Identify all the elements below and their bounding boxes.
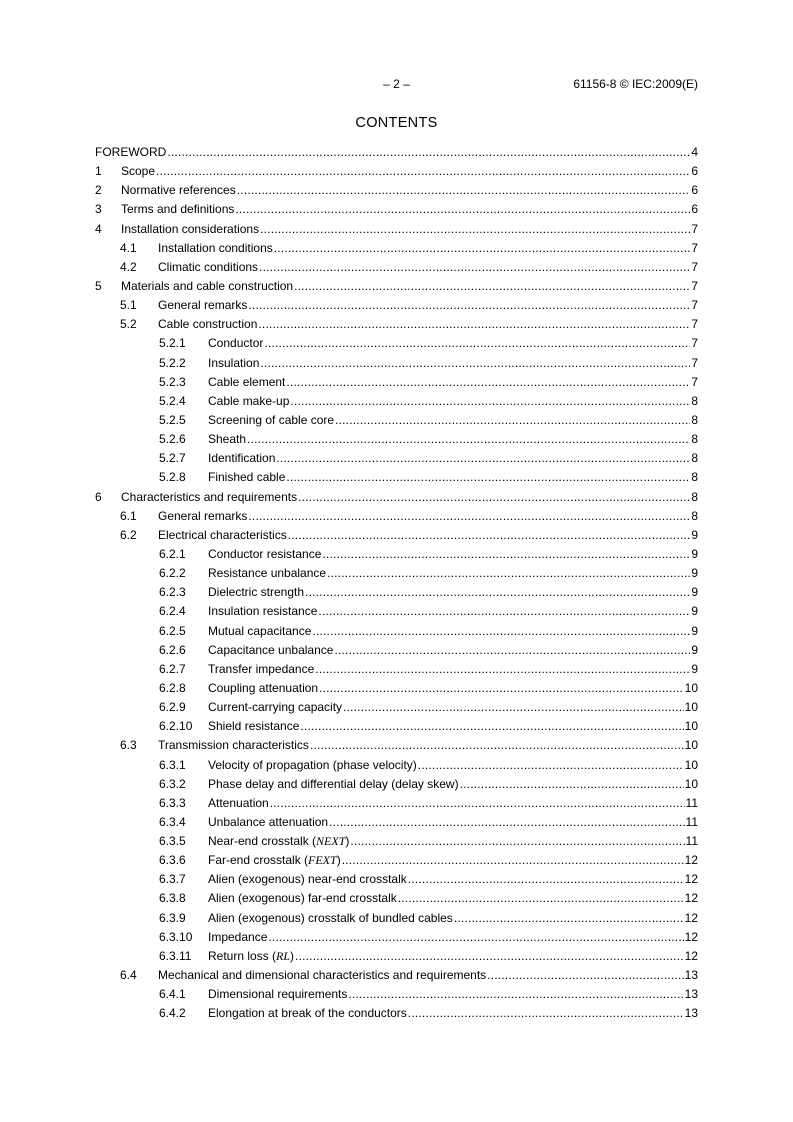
toc-entry-number: 6.2.10 (159, 719, 193, 734)
toc-entry-page: 9 (691, 661, 698, 676)
toc-entry-abbreviation: FEXT (308, 853, 337, 868)
toc-entry-page: 9 (691, 527, 698, 542)
toc-entry-number: 6.3.5 (159, 834, 186, 849)
toc-entry[interactable] (95, 796, 698, 815)
toc-leader-dots (310, 738, 684, 752)
toc-entry-page: 12 (684, 891, 698, 906)
toc-leader-dots (248, 298, 690, 312)
toc-leader-dots (295, 949, 684, 963)
toc-entry-title: Materials and cable construction (121, 278, 294, 293)
toc-leader-dots (237, 183, 691, 197)
toc-entry-page: 7 (691, 221, 698, 236)
toc-leader-dots (327, 566, 690, 580)
toc-entry-page: 12 (684, 929, 698, 944)
toc-entry-page: 7 (691, 259, 698, 274)
toc-entry[interactable] (95, 1006, 698, 1025)
toc-entry[interactable] (95, 911, 698, 930)
toc-entry[interactable] (95, 375, 698, 394)
toc-entry-page: 11 (685, 834, 698, 849)
toc-entry-page: 10 (684, 680, 698, 695)
toc-entry[interactable] (95, 930, 698, 949)
toc-entry[interactable] (95, 834, 698, 853)
toc-entry-page: 9 (691, 546, 698, 561)
toc-leader-dots (305, 585, 690, 599)
toc-leader-dots (286, 470, 690, 484)
toc-leader-dots (322, 547, 690, 561)
toc-entry-title: Climatic conditions (158, 259, 259, 274)
toc-leader-dots (259, 260, 690, 274)
toc-entry-page: 7 (691, 355, 698, 370)
toc-entry[interactable] (95, 815, 698, 834)
toc-entry-page: 8 (691, 451, 698, 466)
toc-entry-page: 12 (684, 872, 698, 887)
toc-entry-title: Finished cable (208, 470, 286, 485)
toc-entry-page: 9 (691, 585, 698, 600)
toc-entry-number: 5.2.7 (159, 451, 186, 466)
toc-entry-abbreviation: NEXT (316, 834, 346, 849)
toc-entry[interactable] (95, 164, 698, 183)
toc-entry-number: 5.2.3 (159, 374, 186, 389)
toc-entry[interactable] (95, 566, 698, 585)
toc-entry-number: 6.2.8 (159, 680, 186, 695)
toc-entry[interactable] (95, 604, 698, 623)
toc-entry[interactable] (95, 777, 698, 796)
toc-leader-dots (343, 700, 684, 714)
toc-entry[interactable] (95, 183, 698, 202)
toc-entry[interactable] (95, 413, 698, 432)
toc-entry-number: 5.1 (120, 298, 137, 313)
toc-entry-title: Installation conditions (158, 240, 273, 255)
toc-entry[interactable] (95, 356, 698, 375)
toc-leader-dots (335, 413, 690, 427)
toc-entry[interactable] (95, 451, 698, 470)
toc-entry-page: 10 (684, 776, 698, 791)
toc-entry-page: 4 (691, 145, 698, 159)
toc-entry-page: 10 (684, 757, 698, 772)
toc-leader-dots (329, 815, 684, 829)
toc-entry[interactable] (95, 700, 698, 719)
toc-entry[interactable] (95, 547, 698, 566)
toc-entry-title: Insulation (208, 355, 260, 370)
toc-entry-title: Dimensional requirements (208, 987, 348, 1002)
toc-leader-dots (300, 719, 683, 733)
toc-leader-dots (298, 490, 690, 504)
toc-leader-dots (260, 356, 690, 370)
toc-entry[interactable] (95, 624, 698, 643)
toc-entry-page: 7 (691, 374, 698, 389)
toc-leader-dots (342, 853, 684, 867)
toc-leader-dots (274, 241, 691, 255)
toc-leader-dots (418, 758, 684, 772)
toc-entry-title: Alien (exogenous) far-end crosstalk (208, 891, 397, 906)
toc-entry-title: Coupling attenuation (208, 680, 319, 695)
toc-entry-title: Far-end crosstalk (FEXT) (208, 853, 341, 868)
toc-entry[interactable] (95, 681, 698, 700)
toc-leader-dots (268, 930, 683, 944)
toc-entry-title: Shield resistance (208, 719, 300, 734)
toc-leader-dots (350, 834, 684, 848)
toc-leader-dots (408, 1006, 684, 1020)
toc-entry-number: 6.2.1 (159, 546, 186, 561)
toc-entry-title: Near-end crosstalk (NEXT) (208, 834, 350, 849)
toc-leader-dots (348, 987, 683, 1001)
toc-entry-page: 9 (691, 604, 698, 619)
toc-entry-title: Phase delay and differential delay (delay skew) (208, 776, 459, 791)
toc-entry-number: 6.2.9 (159, 700, 186, 715)
toc-entry-number: 5 (95, 278, 102, 293)
toc-entry-title: Return loss (RL) (208, 948, 295, 963)
toc-entry-page: 7 (691, 240, 698, 255)
toc-entry-number: 6.3.3 (159, 795, 186, 810)
toc-entry-page: 12 (684, 910, 698, 925)
toc-entry-number: 6.2 (120, 527, 137, 542)
toc-entry[interactable] (95, 738, 698, 757)
page-number: – 2 – (383, 77, 410, 91)
toc-entry-number: 5.2 (120, 317, 137, 332)
toc-entry[interactable] (95, 260, 698, 279)
toc-leader-dots (408, 872, 684, 886)
toc-leader-dots (294, 279, 690, 293)
toc-leader-dots (286, 375, 690, 389)
toc-entry-title: Velocity of propagation (phase velocity) (208, 757, 417, 772)
toc-entry[interactable] (95, 470, 698, 489)
toc-entry[interactable] (95, 509, 698, 528)
toc-entry[interactable] (95, 968, 698, 987)
toc-entry[interactable] (95, 432, 698, 451)
toc-entry-number: 6 (95, 489, 102, 504)
toc-entry-title: Electrical characteristics (158, 527, 287, 542)
toc-leader-dots (235, 202, 690, 216)
toc-entry-title: General remarks (158, 508, 248, 523)
toc-entry-title: Mutual capacitance (208, 623, 312, 638)
toc-entry-number: 6.4.1 (159, 987, 186, 1002)
toc-entry-title: Cable construction (158, 317, 258, 332)
toc-leader-dots (487, 968, 683, 982)
toc-entry[interactable] (95, 222, 698, 241)
toc-entry-page: 11 (685, 814, 698, 829)
toc-entry-number: 1 (95, 164, 102, 179)
toc-entry-page: 12 (684, 948, 698, 963)
toc-leader-dots (290, 394, 690, 408)
toc-entry-number: 6.3.7 (159, 872, 186, 887)
toc-entry-title: Screening of cable core (208, 412, 335, 427)
toc-entry-page: 6 (691, 202, 698, 217)
toc-leader-dots (156, 164, 690, 178)
toc-leader-dots (454, 911, 684, 925)
toc-entry-number: 5.2.8 (159, 470, 186, 485)
toc-leader-dots (319, 681, 684, 695)
toc-entry-page: 10 (684, 719, 698, 734)
toc-entry-title: Alien (exogenous) crosstalk of bundled cables (208, 910, 453, 925)
toc-entry-page: 7 (691, 336, 698, 351)
toc-entry-number: 6.2.4 (159, 604, 186, 619)
toc-entry-number: 6.2.5 (159, 623, 186, 638)
toc-leader-dots (312, 624, 690, 638)
toc-entry[interactable] (95, 719, 698, 738)
toc-entry[interactable] (95, 891, 698, 910)
toc-entry-page: 9 (691, 623, 698, 638)
toc-leader-dots (315, 662, 690, 676)
toc-entry-page: 8 (691, 508, 698, 523)
toc-entry-page: 8 (691, 489, 698, 504)
toc-leader-dots (288, 528, 691, 542)
toc-leader-dots (264, 336, 690, 350)
toc-entry-number: 6.3.1 (159, 757, 186, 772)
toc-entry-title: Impedance (208, 929, 268, 944)
toc-entry-number: 6.4.2 (159, 1006, 186, 1021)
toc-entry-title: Installation considerations (121, 221, 260, 236)
toc-entry-title: Unbalance attenuation (208, 814, 329, 829)
toc-entry[interactable] (95, 145, 698, 164)
toc-entry-title: Sheath (208, 432, 247, 447)
toc-leader-dots (398, 891, 684, 905)
toc-leader-dots (318, 604, 690, 618)
toc-entry-title: Transmission characteristics (158, 738, 309, 753)
toc-leader-dots (167, 145, 690, 159)
toc-entry-title: Current-carrying capacity (208, 700, 343, 715)
toc-leader-dots (460, 777, 684, 791)
toc-entry-number: 6.3.8 (159, 891, 186, 906)
contents-title: CONTENTS (355, 115, 438, 131)
toc-entry[interactable] (95, 853, 698, 872)
toc-entry-number: 6.3.10 (159, 929, 193, 944)
toc-entry-title: Mechanical and dimensional characteristics and requirements (158, 968, 487, 983)
toc-entry-page: 7 (691, 278, 698, 293)
toc-entry-number: 6.3.2 (159, 776, 186, 791)
toc-entry-page: 9 (691, 566, 698, 581)
toc-entry-page: 8 (691, 432, 698, 447)
toc-entry-page: 10 (684, 738, 698, 753)
table-of-contents (95, 145, 698, 1025)
toc-leader-dots (270, 796, 685, 810)
toc-entry-title: Capacitance unbalance (208, 642, 334, 657)
toc-entry-number: 6.4 (120, 968, 137, 983)
toc-entry-page: 8 (691, 470, 698, 485)
toc-entry[interactable] (95, 241, 698, 260)
toc-entry-number: 5.2.1 (159, 336, 186, 351)
toc-entry-number: 6.3.6 (159, 853, 186, 868)
toc-entry-number: 5.2.5 (159, 412, 186, 427)
toc-entry-title: Terms and definitions (121, 202, 235, 217)
toc-entry-number: 5.2.2 (159, 355, 186, 370)
toc-leader-dots (276, 451, 690, 465)
toc-entry-page: 6 (691, 183, 698, 198)
toc-entry-title: Attenuation (208, 795, 269, 810)
toc-entry-page: 10 (684, 700, 698, 715)
toc-entry-page: 12 (684, 853, 698, 868)
toc-entry-page: 13 (684, 968, 698, 983)
toc-leader-dots (247, 432, 690, 446)
toc-entry-title: Alien (exogenous) near-end crosstalk (208, 872, 407, 887)
toc-leader-dots (258, 317, 690, 331)
toc-entry-title: Insulation resistance (208, 604, 318, 619)
toc-entry[interactable] (95, 394, 698, 413)
toc-entry-title: Transfer impedance (208, 661, 315, 676)
toc-entry-page: 11 (685, 795, 698, 810)
toc-entry[interactable] (95, 872, 698, 891)
toc-entry[interactable] (95, 662, 698, 681)
toc-entry-number: 6.3.9 (159, 910, 186, 925)
toc-entry-page: 13 (684, 987, 698, 1002)
toc-entry-title: Conductor resistance (208, 546, 322, 561)
toc-entry-title: Identification (208, 451, 276, 466)
toc-entry[interactable] (95, 643, 698, 662)
toc-entry-number: 6.1 (120, 508, 137, 523)
toc-entry-number: 4.1 (120, 240, 137, 255)
toc-entry-page: 7 (691, 317, 698, 332)
toc-entry[interactable] (95, 758, 698, 777)
toc-entry-number: 4 (95, 221, 102, 236)
toc-entry-number: 6.2.2 (159, 566, 186, 581)
toc-entry-title: Resistance unbalance (208, 566, 327, 581)
toc-entry[interactable] (95, 528, 698, 547)
toc-entry[interactable] (95, 987, 698, 1006)
toc-entry[interactable] (95, 298, 698, 317)
toc-entry-number: 6.3 (120, 738, 137, 753)
toc-entry-title: General remarks (158, 298, 248, 313)
toc-entry-number: 6.2.6 (159, 642, 186, 657)
toc-entry-title: Cable element (208, 374, 286, 389)
toc-entry[interactable] (95, 202, 698, 221)
toc-entry-number: 5.2.4 (159, 393, 186, 408)
toc-entry[interactable] (95, 949, 698, 968)
toc-entry-abbreviation: RL (276, 948, 291, 963)
toc-entry-title: Conductor (208, 336, 264, 351)
toc-entry[interactable] (95, 317, 698, 336)
toc-entry-number: 6.2.3 (159, 585, 186, 600)
toc-entry-number: 6.2.7 (159, 661, 186, 676)
toc-entry[interactable] (95, 336, 698, 355)
toc-entry-title: FOREWORD (95, 145, 167, 159)
toc-entry-page: 7 (691, 298, 698, 313)
toc-leader-dots (260, 222, 690, 236)
toc-entry-title: Elongation at break of the conductors (208, 1006, 407, 1021)
page-header (95, 77, 698, 93)
toc-entry-number: 6.3.11 (159, 948, 192, 963)
toc-entry-number: 5.2.6 (159, 432, 186, 447)
toc-entry[interactable] (95, 279, 698, 298)
toc-entry-page: 6 (691, 164, 698, 179)
toc-entry-title: Dielectric strength (208, 585, 305, 600)
toc-entry-number: 6.3.4 (159, 814, 186, 829)
toc-entry-title: Normative references (121, 183, 236, 198)
toc-entry-page: 9 (691, 642, 698, 657)
document-id: 61156-8 © IEC:2009(E) (573, 77, 698, 91)
toc-entry-title: Scope (121, 164, 156, 179)
toc-entry-page: 8 (691, 393, 698, 408)
toc-leader-dots (248, 509, 690, 523)
toc-entry-number: 2 (95, 183, 102, 198)
toc-entry-page: 8 (691, 412, 698, 427)
toc-entry-title: Characteristics and requirements (121, 489, 298, 504)
toc-entry[interactable] (95, 490, 698, 509)
toc-entry-number: 4.2 (120, 259, 137, 274)
toc-entry[interactable] (95, 585, 698, 604)
toc-entry-number: 3 (95, 202, 102, 217)
toc-entry-title: Cable make-up (208, 393, 290, 408)
toc-leader-dots (334, 643, 690, 657)
toc-entry-page: 13 (684, 1006, 698, 1021)
